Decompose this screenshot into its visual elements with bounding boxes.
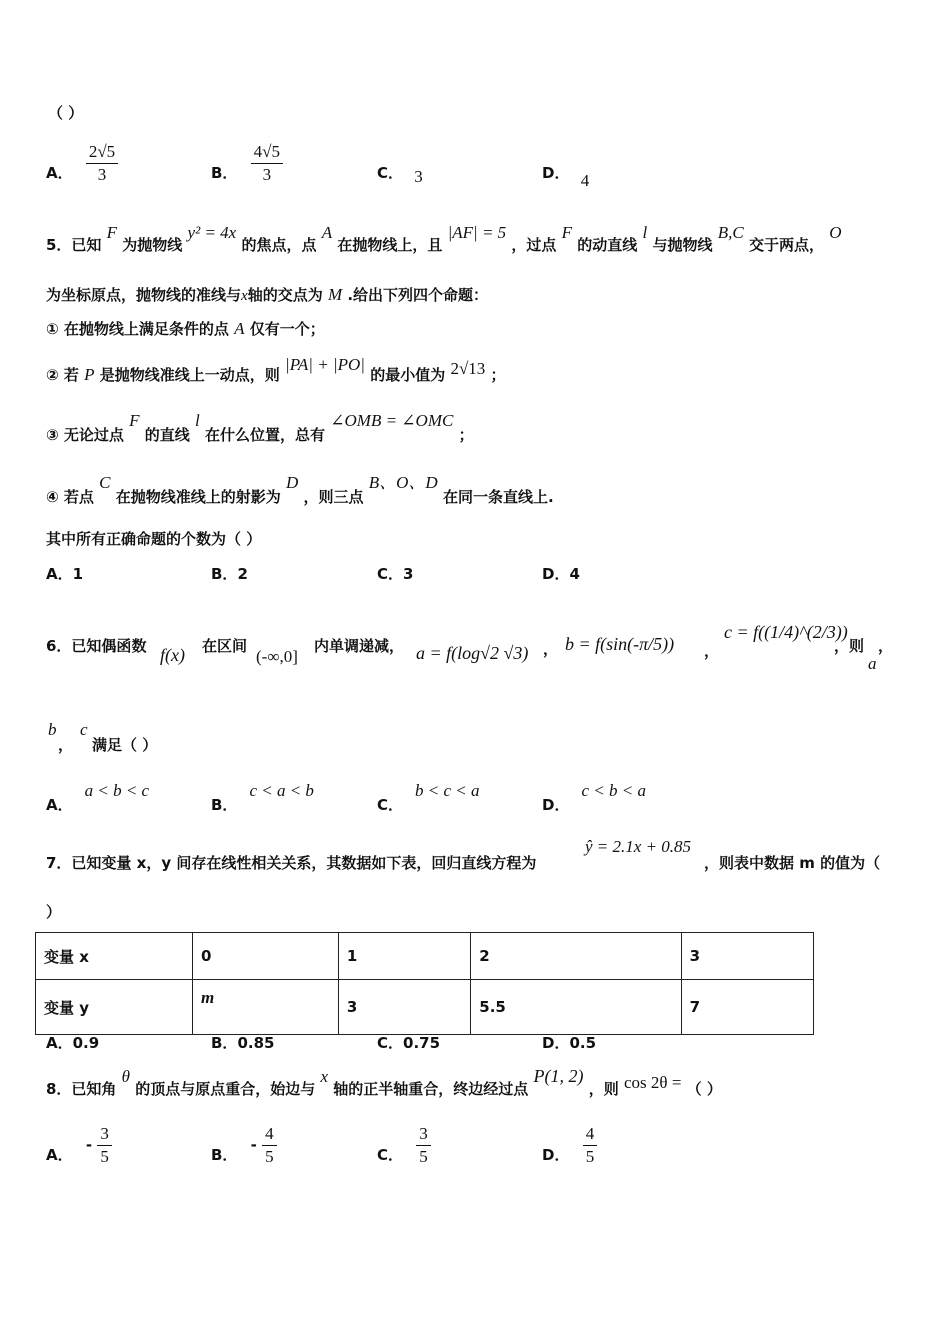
numerator: 4 — [583, 1124, 598, 1146]
text: 在什么位置，总有 — [205, 426, 326, 444]
text: 的直线 — [144, 426, 190, 444]
math: A — [321, 223, 333, 242]
text: （ ） — [686, 1080, 722, 1098]
option-letter: A． — [46, 164, 73, 182]
table-cell: 3 — [338, 980, 470, 1035]
option-letter: B． — [211, 1146, 238, 1164]
q6-fx: f(x) — [160, 645, 185, 665]
q6-a-expression: a = f(log√2 √3) — [416, 643, 529, 663]
q5-option-b[interactable] — [211, 563, 248, 584]
q4-option-c[interactable] — [377, 162, 423, 186]
option-value: 3 — [414, 167, 423, 186]
q6-text-interval: 在区间 — [202, 637, 248, 655]
numerator: 2√5 — [86, 142, 118, 164]
table-cell: 1 — [338, 933, 470, 980]
denominator: 5 — [265, 1147, 274, 1166]
math: F — [106, 223, 118, 242]
q6-c: c — [80, 720, 88, 739]
q6-option-b[interactable] — [211, 780, 314, 814]
text: 是抛物线准线上一动点，则 — [99, 366, 280, 384]
q5-option-a[interactable] — [46, 563, 83, 584]
text: 6．已知偶函数 — [46, 637, 147, 655]
text: 8．已知角 — [46, 1080, 117, 1098]
option-value: 4 — [580, 171, 590, 190]
text: 仅有一个； — [249, 320, 325, 338]
option-value: 0.5 — [569, 1034, 597, 1052]
math: F — [561, 223, 573, 242]
q5-ask: 其中所有正确命题的个数为（ ） — [46, 530, 262, 548]
q6-comma-2: ， — [704, 642, 720, 660]
option-letter: A． — [46, 565, 73, 583]
math: x — [320, 1067, 329, 1086]
option-value: 0.75 — [403, 1034, 441, 1052]
table-cell: 3 — [681, 933, 813, 980]
math: ∠OMB = ∠OMC — [330, 411, 454, 430]
fraction — [86, 142, 118, 185]
text: 在同一条直线上. — [442, 488, 554, 506]
q7-regression-equation: ŷ = 2.1x + 0.85 — [585, 837, 692, 856]
fraction — [416, 1124, 431, 1167]
option-letter: A． — [46, 796, 73, 814]
option-letter: D． — [542, 796, 570, 814]
q6-option-a[interactable] — [46, 780, 150, 814]
q7-data-table — [35, 932, 814, 1035]
math: M — [327, 285, 343, 304]
text: 5．已知 — [46, 236, 102, 254]
text: 为抛物线 — [122, 236, 183, 254]
table-cell: m — [193, 980, 339, 1035]
option-letter: C． — [377, 1034, 404, 1052]
table-cell: 7 — [681, 980, 813, 1035]
q6-interval: (-∞,0] — [256, 647, 298, 666]
denominator: 5 — [585, 1147, 595, 1166]
table-cell: 5.5 — [471, 980, 681, 1035]
option-sign: - — [85, 1136, 93, 1154]
numerator: 3 — [97, 1124, 112, 1146]
q8-option-d[interactable] — [542, 1124, 597, 1167]
table-cell: 变量 y — [36, 980, 193, 1035]
math: l — [642, 223, 648, 242]
text: 轴的正半轴重合，终边经过点 — [333, 1080, 529, 1098]
option-value: c < a < b — [249, 781, 314, 800]
text: 的最小值为 — [370, 366, 446, 384]
denominator: 3 — [97, 165, 107, 184]
q4-option-d[interactable] — [542, 162, 590, 190]
option-value: 2 — [237, 565, 248, 583]
q6-text-then: ，则 — [834, 637, 865, 655]
option-sign: - — [250, 1136, 257, 1154]
q7-option-b[interactable] — [211, 1032, 274, 1053]
math: P — [84, 365, 95, 384]
math: P(1, 2) — [533, 1066, 584, 1086]
table-row — [36, 933, 814, 980]
q6-stem — [46, 635, 146, 656]
math: x — [241, 288, 248, 304]
numerator: 4√5 — [251, 142, 283, 164]
option-letter: A． — [46, 1146, 73, 1164]
text: ① 在抛物线上满足条件的点 — [46, 320, 229, 338]
text: ③ 无论过点 — [46, 426, 124, 444]
q5-option-c[interactable] — [377, 563, 413, 584]
q6-option-c[interactable] — [377, 780, 480, 814]
math: B、O、D — [368, 473, 438, 492]
option-letter: C． — [377, 1146, 404, 1164]
option-value: 0.85 — [237, 1034, 275, 1052]
option-letter: B． — [211, 1034, 238, 1052]
text: 的顶点与原点重合，始边与 — [135, 1080, 316, 1098]
q7-option-c[interactable] — [377, 1032, 440, 1053]
q6-comma-4: ， — [58, 736, 74, 754]
q5-statement-2 — [46, 354, 506, 384]
table-cell: 变量 x — [36, 933, 193, 980]
option-letter: D． — [542, 565, 570, 583]
fraction — [251, 142, 283, 185]
math: |PA| + |PO| — [285, 355, 365, 374]
option-value: 4 — [569, 565, 580, 583]
text: 轴的交点为 — [247, 286, 323, 304]
fraction — [97, 1124, 112, 1167]
math: |AF| = 5 — [447, 223, 507, 242]
option-letter: B． — [211, 565, 238, 583]
q7-stem-end: ，则表中数据 m 的值为（ — [704, 854, 881, 872]
option-letter: B． — [211, 796, 238, 814]
q4-option-a[interactable] — [46, 142, 118, 185]
q4-option-b[interactable] — [211, 142, 283, 185]
q7-option-a[interactable] — [46, 1032, 99, 1053]
q6-comma-3: ， — [878, 637, 894, 655]
text: 为坐标原点，抛物线的准线与 — [46, 286, 242, 304]
table-cell: 0 — [193, 933, 339, 980]
option-letter: B． — [211, 164, 238, 182]
numerator: 4 — [262, 1124, 277, 1146]
text: ，过点 — [511, 236, 557, 254]
text: .给出下列四个命题： — [347, 286, 489, 304]
q8-stem — [46, 1066, 722, 1098]
text: ，则 — [588, 1080, 619, 1098]
math: cos 2θ = — [624, 1073, 682, 1092]
q4-paren: （ ） — [48, 104, 84, 122]
math: O — [829, 223, 842, 242]
q8-option-c[interactable] — [377, 1124, 431, 1167]
option-letter: D． — [542, 1146, 570, 1164]
text: 交于两点， — [748, 236, 824, 254]
text: 在抛物线准线上的射影为 — [115, 488, 281, 506]
q6-comma-1: ， — [543, 640, 559, 658]
q5-statement-4 — [46, 468, 554, 506]
math: F — [129, 411, 140, 430]
q6-text-satisfy: 满足（ ） — [92, 736, 158, 754]
q5-line1 — [46, 222, 842, 254]
q5-statement-3 — [46, 410, 474, 444]
denominator: 5 — [100, 1147, 109, 1166]
q8-option-a[interactable] — [46, 1124, 112, 1167]
text: ④ 若点 — [46, 488, 94, 506]
q7-option-d[interactable] — [542, 1032, 596, 1053]
q7-paren-close: ） — [46, 903, 62, 921]
text: ，则三点 — [303, 488, 364, 506]
option-letter: C． — [377, 565, 404, 583]
math: C — [99, 473, 111, 492]
math: y² = 4x — [187, 223, 237, 242]
q5-statement-1 — [46, 318, 325, 339]
q6-b: b — [48, 720, 57, 739]
text: ； — [458, 426, 474, 444]
math: 2√13 — [450, 359, 486, 378]
q6-b-expression: b = f(sin(-π/5)) — [565, 634, 675, 654]
q8-option-b[interactable] — [211, 1124, 277, 1167]
option-letter: A． — [46, 1034, 73, 1052]
text: 的焦点，点 — [241, 236, 317, 254]
q5-line2 — [46, 284, 488, 305]
math: θ — [121, 1067, 131, 1086]
option-value: 3 — [403, 565, 414, 583]
q6-a: a — [868, 654, 877, 673]
text: ② 若 — [46, 366, 79, 384]
option-letter: C． — [377, 796, 404, 814]
option-value: b < c < a — [415, 781, 480, 800]
q5-option-d[interactable] — [542, 563, 580, 584]
fraction — [583, 1124, 598, 1167]
table-row — [36, 980, 814, 1035]
text: ； — [490, 366, 506, 384]
fraction — [262, 1124, 277, 1167]
q6-option-d[interactable] — [542, 780, 646, 814]
option-value: c < b < a — [581, 781, 646, 800]
q7-stem: 7．已知变量 x，y 间存在线性相关关系，其数据如下表，回归直线方程为 — [46, 854, 537, 872]
math: D — [286, 473, 299, 492]
option-value: 0.9 — [72, 1034, 100, 1052]
option-value: a < b < c — [84, 781, 150, 800]
math: A — [234, 319, 245, 338]
q6-c-expression: c = f((1/4)^(2/3)) — [724, 622, 848, 642]
numerator: 3 — [416, 1124, 431, 1146]
option-letter: D． — [542, 1034, 570, 1052]
option-letter: C． — [377, 164, 404, 182]
text: 在抛物线上，且 — [337, 236, 443, 254]
text: 的动直线 — [577, 236, 638, 254]
option-letter: D． — [542, 164, 570, 182]
denominator: 5 — [419, 1147, 428, 1166]
math: B,C — [717, 223, 744, 242]
math: l — [195, 411, 200, 430]
denominator: 3 — [262, 165, 272, 184]
table-cell: 2 — [471, 933, 681, 980]
text: 与抛物线 — [652, 236, 713, 254]
option-value: 1 — [72, 565, 84, 583]
q6-text-mono: 内单调递减， — [314, 637, 405, 655]
